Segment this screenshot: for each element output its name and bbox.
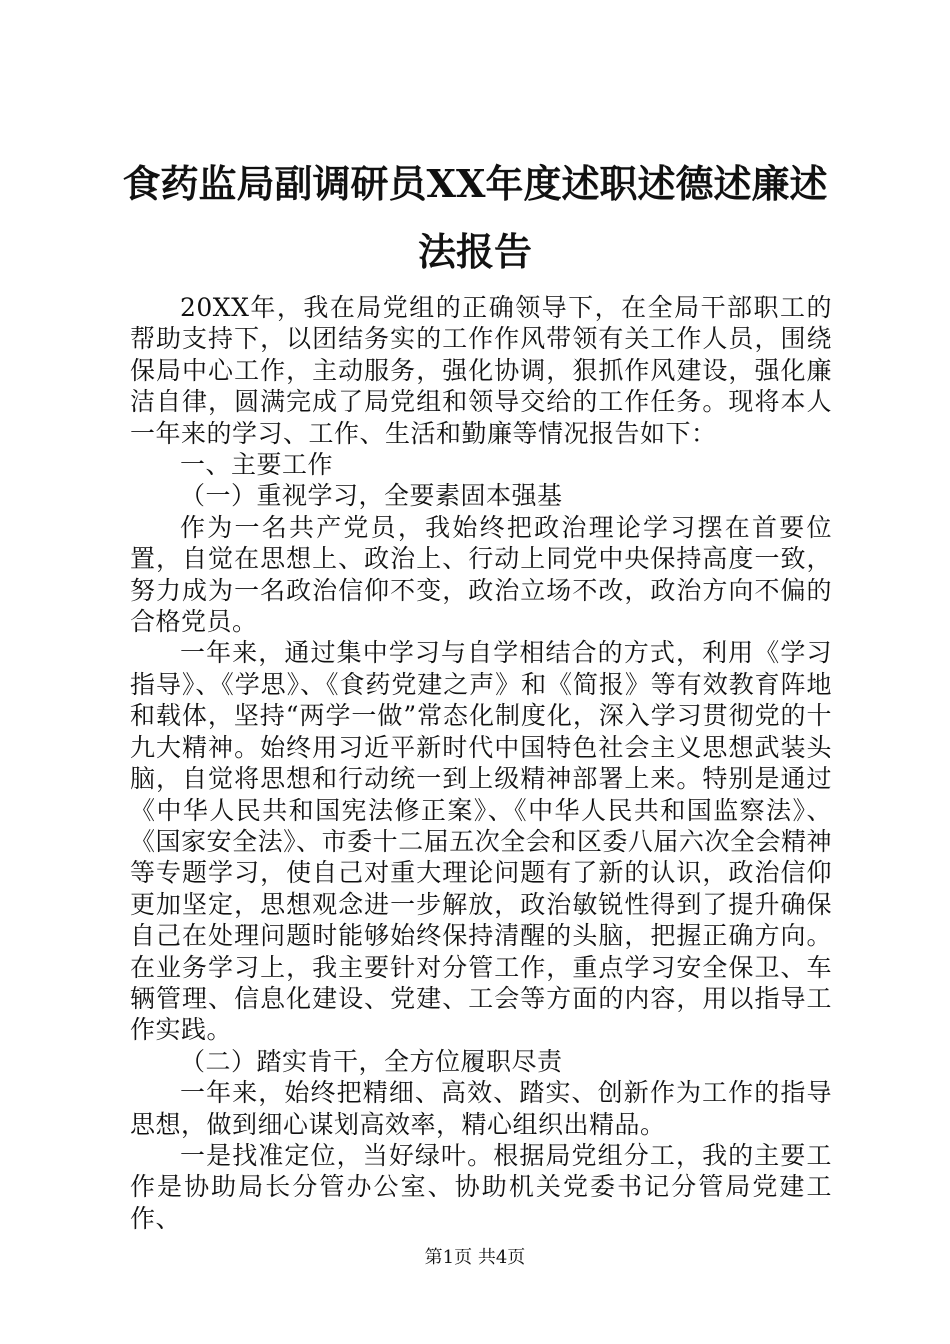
paragraph-intro: 20XX年，我在局党组的正确领导下，在全局干部职工的帮助支持下，以团结务实的工作作风带领有关工作人员，围绕保局中心工作，主动服务，强化协调，狠抓作风建设，强化廉洁自律，圆满完成了局党组和领导交给的工作任务。现将本人一年来的学习、工作、生活和勤廉等情况报告如下： xyxy=(130,293,832,448)
paragraph-positioning: 一是找准定位，当好绿叶。根据局党组分工，我的主要工作是协助局长分管办公室、协助机关党委书记分管局党建工作、 xyxy=(130,1140,832,1233)
subsection-heading-duty: （二）踏实肯干，全方位履职尽责 xyxy=(180,1046,563,1076)
section-heading-main-work: 一、主要工作 xyxy=(180,450,334,480)
paragraph-guiding-thought: 一年来，始终把精细、高效、踏实、创新作为工作的指导思想，做到细心谋划高效率，精心组织出精品。 xyxy=(130,1078,832,1139)
paragraph-study-detail: 一年来，通过集中学习与自学相结合的方式，利用《学习指导》、《学思》、《食药党建之声》和《简报》等有效教育阵地和载体，坚持“两学一做”常态化制度化，深入学习贯彻党的十九大精神。始终用习近平新时代中国特色社会主义思想武装头脑，自觉将思想和行动统一到上级精神部署上来。特别是通过《中华人民共和国宪法修正案》、《中华人民共和国监察法》、《国家安全法》、市委十二届五次全会和区委八届六次全会精神等专题学习，使自己对重大理论问题有了新的认识，政治信仰更加坚定，思想观念进一步解放，政治敏锐性得到了提升确保自己在处理问题时能够始终保持清醒的头脑，把握正确方向。在业务学习上，我主要针对分管工作，重点学习安全保卫、车辆管理、信息化建设、党建、工会等方面的内容，用以指导工作实践。 xyxy=(130,638,832,1045)
page-footer: 第1页 共4页 xyxy=(424,1247,526,1268)
document-title: 食药监局副调研员XX年度述职述德述廉述法报告 xyxy=(122,161,828,274)
paragraph-party-member: 作为一名共产党员，我始终把政治理论学习摆在首要位置，自觉在思想上、政治上、行动上同党中央保持高度一致，努力成为一名政治信仰不变，政治立场不改，政治方向不偏的合格党员。 xyxy=(130,512,832,637)
document-body xyxy=(130,292,832,1234)
subsection-heading-study: （一）重视学习，全要素固本强基 xyxy=(180,481,563,511)
